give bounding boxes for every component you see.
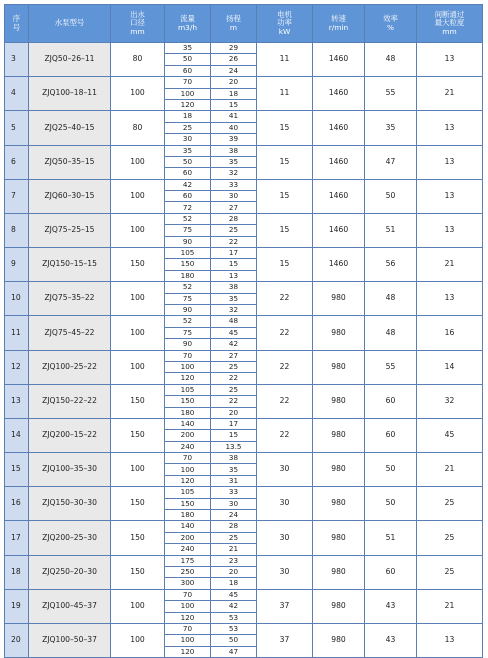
table-row [5,521,483,532]
cell-flow: 90 [165,236,211,247]
cell-flow: 200 [165,532,211,543]
cell-flow: 70 [165,453,211,464]
cell-power: 15 [257,111,313,145]
cell-flow: 105 [165,248,211,259]
cell-flow: 150 [165,396,211,407]
cell-flow: 240 [165,441,211,452]
cell-head: 18 [211,88,257,99]
cell-flow: 42 [165,179,211,190]
table-row [5,316,483,327]
cell-flow: 120 [165,475,211,486]
cell-head: 32 [211,304,257,315]
cell-speed: 980 [313,316,365,350]
cell-seq: 7 [5,179,29,213]
cell-efficiency: 60 [365,384,417,418]
header-head: 扬程 m [211,5,257,43]
cell-flow: 175 [165,555,211,566]
cell-power: 11 [257,43,313,77]
cell-head: 39 [211,134,257,145]
cell-seq: 5 [5,111,29,145]
cell-head: 38 [211,145,257,156]
cell-flow: 72 [165,202,211,213]
cell-efficiency: 50 [365,453,417,487]
cell-outlet: 80 [111,111,165,145]
cell-flow: 60 [165,65,211,76]
cell-flow: 120 [165,646,211,657]
cell-flow: 35 [165,43,211,54]
cell-flow: 140 [165,418,211,429]
cell-speed: 1460 [313,77,365,111]
cell-model: ZJQ100–50–37 [29,623,111,657]
cell-head: 20 [211,77,257,88]
cell-flow: 90 [165,304,211,315]
cell-speed: 1460 [313,248,365,282]
header-model: 水泵型号 [29,5,111,43]
cell-head: 27 [211,202,257,213]
cell-flow: 100 [165,601,211,612]
cell-power: 37 [257,623,313,657]
cell-head: 47 [211,646,257,657]
cell-speed: 980 [313,418,365,452]
cell-head: 30 [211,498,257,509]
cell-flow: 180 [165,407,211,418]
cell-speed: 1460 [313,111,365,145]
cell-power: 15 [257,248,313,282]
cell-flow: 120 [165,373,211,384]
cell-particle-size: 14 [417,350,483,384]
cell-speed: 980 [313,623,365,657]
cell-head: 26 [211,54,257,65]
cell-model: ZJQ150–15–15 [29,248,111,282]
cell-particle-size: 21 [417,589,483,623]
cell-seq: 17 [5,521,29,555]
cell-head: 33 [211,179,257,190]
cell-seq: 8 [5,213,29,247]
cell-efficiency: 60 [365,555,417,589]
cell-head: 50 [211,635,257,646]
cell-flow: 52 [165,316,211,327]
cell-seq: 6 [5,145,29,179]
cell-speed: 980 [313,453,365,487]
cell-head: 25 [211,225,257,236]
cell-particle-size: 13 [417,623,483,657]
pump-spec-table-wrapper [4,4,483,658]
cell-speed: 980 [313,521,365,555]
cell-particle-size: 25 [417,487,483,521]
cell-head: 24 [211,510,257,521]
cell-head: 15 [211,259,257,270]
cell-head: 48 [211,316,257,327]
cell-head: 31 [211,475,257,486]
cell-outlet: 100 [111,623,165,657]
table-row [5,418,483,429]
cell-head: 38 [211,453,257,464]
cell-outlet: 100 [111,453,165,487]
cell-flow: 100 [165,88,211,99]
cell-head: 13.5 [211,441,257,452]
cell-speed: 980 [313,282,365,316]
cell-seq: 3 [5,43,29,77]
cell-head: 45 [211,589,257,600]
cell-particle-size: 13 [417,145,483,179]
cell-power: 30 [257,521,313,555]
cell-power: 22 [257,418,313,452]
cell-outlet: 150 [111,418,165,452]
cell-efficiency: 48 [365,282,417,316]
cell-efficiency: 56 [365,248,417,282]
cell-head: 28 [211,213,257,224]
cell-flow: 50 [165,156,211,167]
table-row [5,282,483,293]
cell-flow: 25 [165,122,211,133]
cell-flow: 75 [165,225,211,236]
cell-seq: 19 [5,589,29,623]
cell-head: 30 [211,191,257,202]
cell-particle-size: 21 [417,453,483,487]
cell-flow: 100 [165,635,211,646]
header-flow: 流量 m3/h [165,5,211,43]
cell-seq: 11 [5,316,29,350]
cell-head: 53 [211,612,257,623]
cell-model: ZJQ60–30–15 [29,179,111,213]
header-speed: 转速 r/min [313,5,365,43]
cell-power: 22 [257,316,313,350]
cell-power: 22 [257,384,313,418]
cell-power: 15 [257,213,313,247]
cell-flow: 70 [165,623,211,634]
cell-speed: 1460 [313,145,365,179]
header-efficiency: 效率 % [365,5,417,43]
cell-model: ZJQ100–25–22 [29,350,111,384]
cell-head: 15 [211,430,257,441]
cell-head: 20 [211,407,257,418]
cell-head: 25 [211,384,257,395]
header-power: 电机 功率 kW [257,5,313,43]
table-row [5,623,483,634]
cell-flow: 180 [165,510,211,521]
cell-flow: 120 [165,612,211,623]
header-outlet: 出水 口径 mm [111,5,165,43]
table-row [5,43,483,54]
cell-efficiency: 50 [365,179,417,213]
cell-flow: 250 [165,566,211,577]
cell-flow: 300 [165,578,211,589]
cell-seq: 14 [5,418,29,452]
cell-efficiency: 60 [365,418,417,452]
table-row [5,248,483,259]
cell-seq: 12 [5,350,29,384]
cell-power: 22 [257,282,313,316]
cell-head: 20 [211,566,257,577]
cell-outlet: 100 [111,77,165,111]
cell-head: 23 [211,555,257,566]
cell-flow: 90 [165,339,211,350]
cell-flow: 200 [165,430,211,441]
cell-seq: 10 [5,282,29,316]
cell-power: 22 [257,350,313,384]
cell-efficiency: 55 [365,350,417,384]
cell-efficiency: 50 [365,487,417,521]
header-seq: 序 号 [5,5,29,43]
cell-head: 41 [211,111,257,122]
cell-particle-size: 13 [417,43,483,77]
cell-outlet: 150 [111,487,165,521]
cell-head: 15 [211,99,257,110]
cell-particle-size: 45 [417,418,483,452]
table-row [5,111,483,122]
cell-flow: 75 [165,327,211,338]
cell-speed: 980 [313,589,365,623]
cell-head: 17 [211,248,257,259]
table-row [5,384,483,395]
cell-model: ZJQ200–25–30 [29,521,111,555]
cell-seq: 16 [5,487,29,521]
header-row [5,5,483,43]
cell-model: ZJQ250–20–30 [29,555,111,589]
cell-flow: 240 [165,544,211,555]
cell-flow: 18 [165,111,211,122]
cell-efficiency: 48 [365,43,417,77]
cell-outlet: 100 [111,213,165,247]
cell-speed: 980 [313,555,365,589]
cell-head: 13 [211,270,257,281]
cell-flow: 70 [165,77,211,88]
cell-particle-size: 13 [417,282,483,316]
cell-power: 30 [257,555,313,589]
table-row [5,213,483,224]
cell-model: ZJQ200–15–22 [29,418,111,452]
cell-outlet: 150 [111,384,165,418]
cell-model: ZJQ100–35–30 [29,453,111,487]
cell-speed: 1460 [313,43,365,77]
cell-power: 37 [257,589,313,623]
cell-efficiency: 48 [365,316,417,350]
cell-head: 33 [211,487,257,498]
table-row [5,453,483,464]
cell-speed: 1460 [313,213,365,247]
cell-efficiency: 43 [365,623,417,657]
cell-head: 35 [211,464,257,475]
cell-outlet: 100 [111,350,165,384]
pump-spec-table [4,4,483,658]
cell-head: 40 [211,122,257,133]
cell-outlet: 150 [111,248,165,282]
cell-power: 30 [257,487,313,521]
cell-flow: 52 [165,282,211,293]
cell-model: ZJQ75–25–15 [29,213,111,247]
cell-flow: 75 [165,293,211,304]
cell-power: 15 [257,179,313,213]
cell-flow: 30 [165,134,211,145]
cell-head: 27 [211,350,257,361]
cell-flow: 180 [165,270,211,281]
cell-head: 24 [211,65,257,76]
cell-head: 45 [211,327,257,338]
cell-model: ZJQ25–40–15 [29,111,111,145]
cell-power: 30 [257,453,313,487]
cell-particle-size: 13 [417,179,483,213]
cell-power: 11 [257,77,313,111]
cell-model: ZJQ150–30–30 [29,487,111,521]
cell-head: 35 [211,156,257,167]
cell-model: ZJQ50–26–11 [29,43,111,77]
cell-head: 42 [211,339,257,350]
cell-model: ZJQ150–22–22 [29,384,111,418]
cell-outlet: 100 [111,282,165,316]
cell-flow: 140 [165,521,211,532]
cell-model: ZJQ75–45–22 [29,316,111,350]
table-row [5,350,483,361]
cell-speed: 980 [313,384,365,418]
cell-head: 38 [211,282,257,293]
cell-head: 18 [211,578,257,589]
cell-model: ZJQ75–35–22 [29,282,111,316]
cell-particle-size: 21 [417,77,483,111]
table-row [5,179,483,190]
cell-seq: 20 [5,623,29,657]
cell-flow: 52 [165,213,211,224]
cell-flow: 50 [165,54,211,65]
cell-seq: 9 [5,248,29,282]
cell-head: 22 [211,236,257,247]
cell-outlet: 100 [111,316,165,350]
cell-flow: 105 [165,384,211,395]
cell-flow: 120 [165,99,211,110]
cell-flow: 150 [165,259,211,270]
cell-flow: 70 [165,589,211,600]
cell-efficiency: 55 [365,77,417,111]
cell-head: 22 [211,396,257,407]
cell-head: 35 [211,293,257,304]
cell-flow: 70 [165,350,211,361]
cell-outlet: 150 [111,555,165,589]
cell-particle-size: 16 [417,316,483,350]
cell-outlet: 100 [111,145,165,179]
cell-particle-size: 32 [417,384,483,418]
cell-head: 29 [211,43,257,54]
cell-seq: 15 [5,453,29,487]
cell-seq: 4 [5,77,29,111]
cell-head: 53 [211,623,257,634]
cell-head: 25 [211,532,257,543]
table-row [5,589,483,600]
cell-speed: 980 [313,350,365,384]
cell-flow: 150 [165,498,211,509]
cell-flow: 60 [165,168,211,179]
cell-efficiency: 51 [365,521,417,555]
cell-outlet: 100 [111,589,165,623]
cell-particle-size: 25 [417,521,483,555]
cell-flow: 105 [165,487,211,498]
table-row [5,77,483,88]
cell-outlet: 150 [111,521,165,555]
cell-head: 17 [211,418,257,429]
cell-model: ZJQ100–18–11 [29,77,111,111]
cell-seq: 13 [5,384,29,418]
cell-particle-size: 13 [417,111,483,145]
cell-seq: 18 [5,555,29,589]
cell-efficiency: 43 [365,589,417,623]
cell-head: 32 [211,168,257,179]
cell-head: 25 [211,361,257,372]
cell-power: 15 [257,145,313,179]
cell-particle-size: 13 [417,213,483,247]
cell-speed: 980 [313,487,365,521]
cell-outlet: 80 [111,43,165,77]
cell-particle-size: 21 [417,248,483,282]
cell-particle-size: 25 [417,555,483,589]
table-row [5,487,483,498]
cell-head: 28 [211,521,257,532]
cell-head: 42 [211,601,257,612]
cell-outlet: 100 [111,179,165,213]
cell-flow: 100 [165,464,211,475]
header-particle-size: 间断通过 最大粒度 mm [417,5,483,43]
cell-model: ZJQ50–35–15 [29,145,111,179]
cell-head: 21 [211,544,257,555]
cell-flow: 60 [165,191,211,202]
cell-efficiency: 51 [365,213,417,247]
cell-model: ZJQ100–45–37 [29,589,111,623]
table-body [5,43,483,658]
table-row [5,145,483,156]
cell-efficiency: 35 [365,111,417,145]
cell-head: 22 [211,373,257,384]
cell-flow: 35 [165,145,211,156]
cell-speed: 1460 [313,179,365,213]
cell-flow: 100 [165,361,211,372]
cell-efficiency: 47 [365,145,417,179]
table-row [5,555,483,566]
